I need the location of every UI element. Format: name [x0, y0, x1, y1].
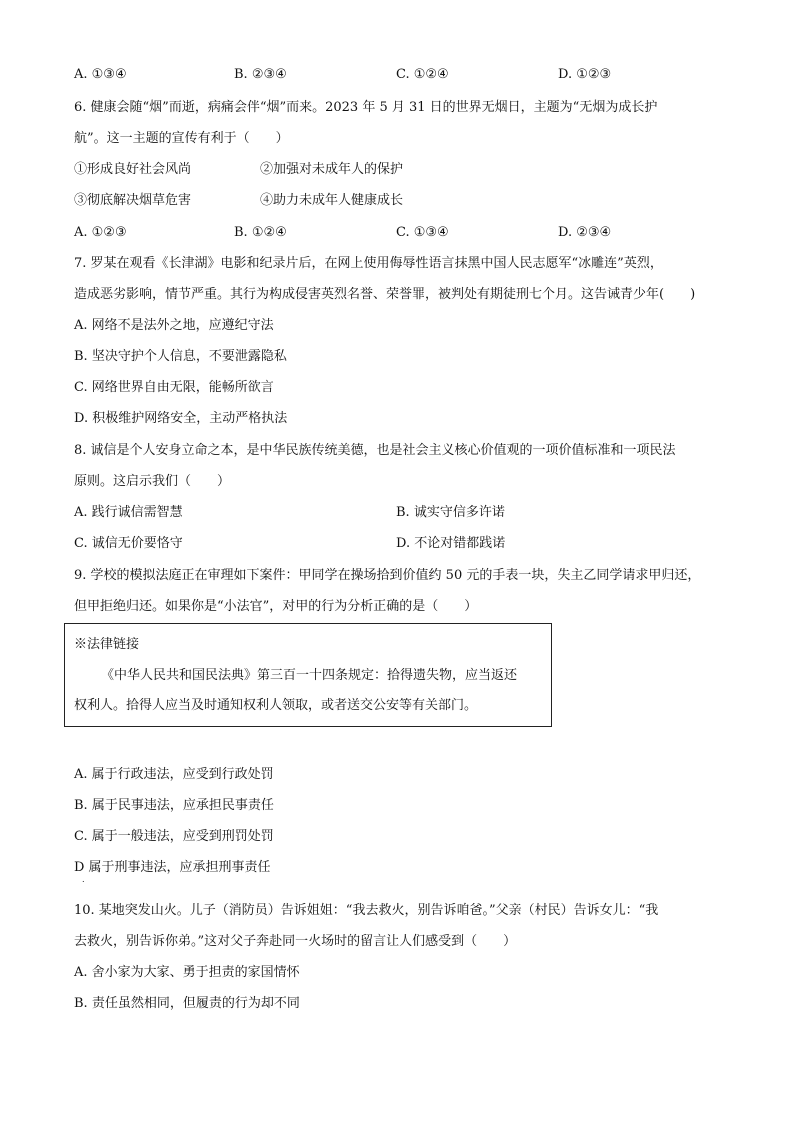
law-link-title: ※法律链接: [74, 637, 140, 652]
q6-stem-line1: 6. 健康会随“烟”而逝，病痛会伴“烟”而来。2023 年 5 月 31 日的世界无烟日，主题为“无烟为成长护: [74, 100, 658, 115]
q9-option-d: D 属于刑事违法，应承担刑事责任: [74, 860, 271, 875]
law-link-text-line2: 权利人。拾得人应当及时通知权利人领取，或者送交公安等有关部门。: [74, 698, 478, 713]
q6-item-4: ④助力未成年人健康成长: [260, 193, 404, 208]
q9-option-c: C. 属于一般违法，应受到刑罚处罚: [74, 829, 274, 844]
q7-stem-line2: 造成恶劣影响，情节严重。其行为构成侵害英烈名誉、荣誉罪，被判处有期徒刑七个月。这告诫青少年( ): [74, 287, 696, 302]
q6-option-c: C. ①③④: [396, 225, 449, 240]
q8-option-d: D. 不论对错都践诺: [396, 536, 506, 551]
q6-stem-line2: 航”。这一主题的宣传有利于（ ）: [74, 131, 289, 146]
q8-option-c: C. 诚信无价要恪守: [74, 536, 183, 551]
q10-stem-line2: 去救火，别告诉你弟。”这对父子奔赴同一火场时的留言让人们感受到（ ）: [74, 934, 517, 949]
q9-stem-line1: 9. 学校的模拟法庭正在审理如下案件：甲同学在操场拾到价值约 50 元的手表一块，失主乙同学请求甲归还，: [74, 568, 701, 583]
q10-option-a: A. 舍小家为大家、勇于担责的家国情怀: [74, 965, 300, 980]
q9-stem-line2: 但甲拒绝归还。如果你是“小法官”，对甲的行为分析正确的是（ ）: [74, 599, 478, 614]
q7-stem-line1: 7. 罗某在观看《长津湖》电影和纪录片后，在网上使用侮辱性语言抹黑中国人民志愿军“冰雕连”英烈，: [74, 256, 663, 271]
q8-stem-line2: 原则。这启示我们（ ）: [74, 474, 231, 489]
q7-option-a: A. 网络不是法外之地，应遵纪守法: [74, 318, 274, 333]
q6-option-d: D. ②③④: [558, 225, 612, 240]
q8-option-a: A. 践行诚信需智慧: [74, 505, 183, 520]
q6-item-1: ①形成良好社会风尚: [74, 162, 192, 177]
q8-stem-line1: 8. 诚信是个人安身立命之本，是中华民族传统美德，也是社会主义核心价值观的一项价值标准和一项民法: [74, 443, 676, 458]
q5-option-c: C. ①②④: [396, 67, 449, 82]
q10-option-b: B. 责任虽然相同，但履责的行为却不同: [74, 996, 300, 1011]
q5-option-a: A. ①③④: [74, 67, 127, 82]
q5-option-b: B. ②③④: [234, 67, 287, 82]
q6-option-b: B. ①②④: [234, 225, 287, 240]
q7-option-d: D. 积极维护网络安全，主动严格执法: [74, 411, 288, 426]
q6-item-3: ③彻底解决烟草危害: [74, 193, 192, 208]
q7-option-b: B. 坚决守护个人信息，不要泄露隐私: [74, 349, 287, 364]
q6-item-2: ②加强对未成年人的保护: [260, 162, 404, 177]
q7-option-c: C. 网络世界自由无限，能畅所欲言: [74, 380, 274, 395]
law-link-text-line1: 《中华人民共和国民法典》第三百一十四条规定：拾得遗失物，应当返还: [101, 668, 518, 683]
q6-option-a: A. ①②③: [74, 225, 127, 240]
q9-option-b: B. 属于民事违法，应承担民事责任: [74, 798, 274, 813]
q8-option-b: B. 诚实守信多许诺: [396, 505, 505, 520]
q5-option-d: D. ①②③: [558, 67, 612, 82]
q10-stem-line1: 10. 某地突发山火。儿子（消防员）告诉姐姐：“我去救火，别告诉咱爸。”父亲（村民）告诉女儿：“我: [74, 903, 659, 918]
law-link-box: [64, 623, 552, 727]
q9-option-a: A. 属于行政违法，应受到行政处罚: [74, 767, 274, 782]
stray-dot: .: [82, 875, 85, 884]
